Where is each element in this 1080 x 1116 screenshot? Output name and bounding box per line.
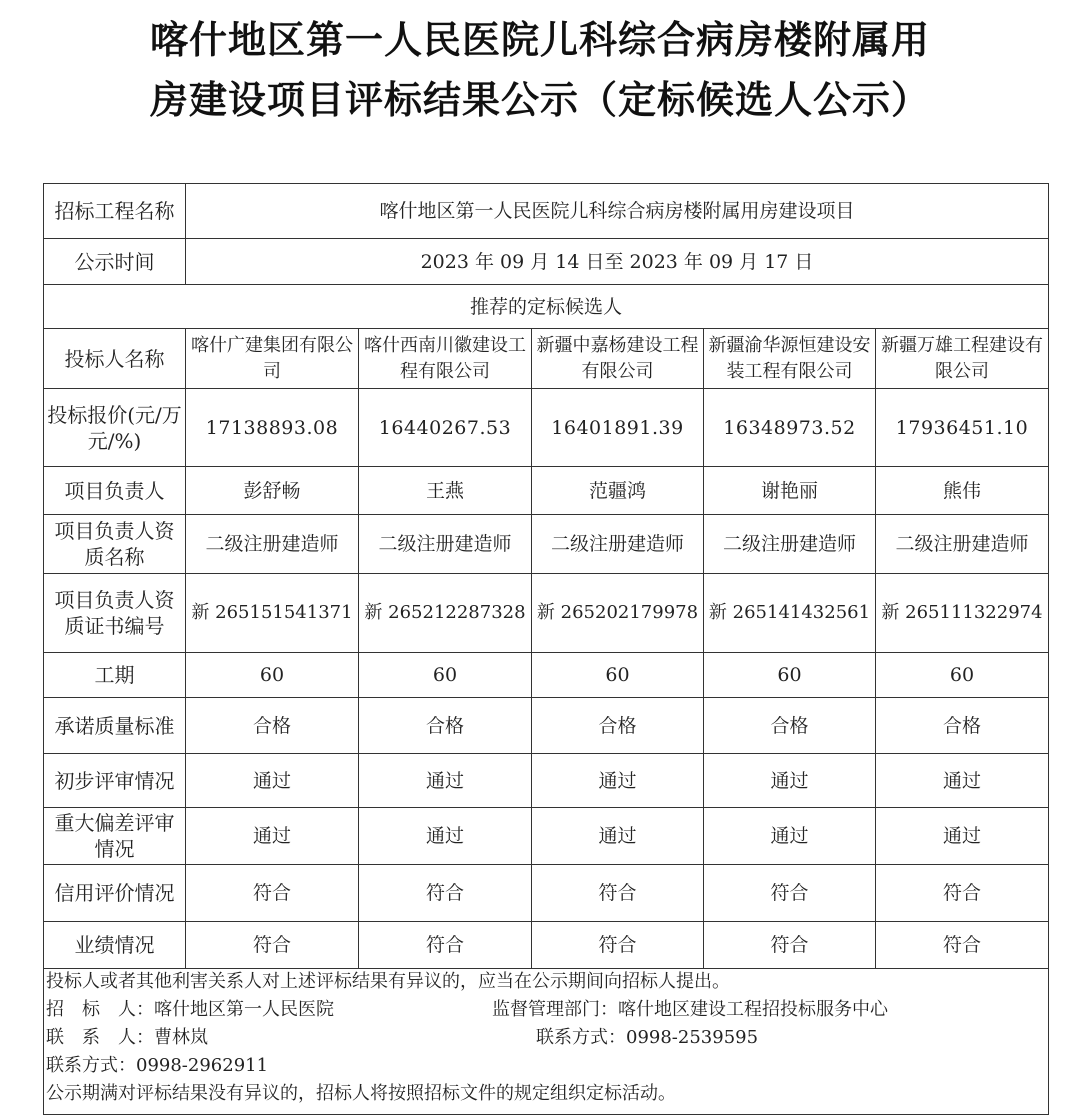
tenderer: 招 标 人：喀什地区第一人民医院	[46, 999, 334, 1020]
row-label-certificate-no: 项目负责人资质证书编号	[44, 574, 186, 653]
cell-bid-price-1: 17138893.08	[186, 389, 359, 467]
cell-performance-1: 符合	[186, 922, 359, 969]
cell-qualification-2: 二级注册建造师	[359, 515, 532, 574]
cell-project-manager-4: 谢艳丽	[704, 467, 876, 515]
cell-bidder-5: 新疆万雄工程建设有限公司	[876, 329, 1049, 389]
objection-note: 投标人或者其他利害关系人对上述评标结果有异议的，应当在公示期间向招标人提出。	[46, 971, 730, 992]
cell-bid-price-5: 17936451.10	[876, 389, 1049, 467]
cell-project-manager-2: 王燕	[359, 467, 532, 515]
publicity-period-row	[44, 239, 1049, 285]
cell-bidder-2: 喀什西南川徽建设工程有限公司	[359, 329, 532, 389]
cell-certificate-no-4: 新 265141432561	[704, 574, 876, 653]
project-name-value: 喀什地区第一人民医院儿科综合病房楼附属用房建设项目	[186, 184, 1049, 239]
cell-deviation-review-1: 通过	[186, 808, 359, 865]
cell-preliminary-review-5: 通过	[876, 754, 1049, 808]
project-name-row	[44, 184, 1049, 239]
title-line-1: 喀什地区第一人民医院儿科综合病房楼附属用	[149, 18, 930, 62]
table-row	[44, 515, 1049, 574]
cell-qualification-4: 二级注册建造师	[704, 515, 876, 574]
row-label-bidder: 投标人名称	[44, 329, 186, 389]
cell-duration-1: 60	[186, 653, 359, 698]
cell-deviation-review-3: 通过	[532, 808, 704, 865]
cell-certificate-no-1: 新 265151541371	[186, 574, 359, 653]
cell-duration-2: 60	[359, 653, 532, 698]
cell-bid-price-3: 16401891.39	[532, 389, 704, 467]
cell-preliminary-review-3: 通过	[532, 754, 704, 808]
cell-credit-evaluation-1: 符合	[186, 865, 359, 922]
cell-certificate-no-5: 新 265111322974	[876, 574, 1049, 653]
tenderer-line	[46, 997, 1046, 1025]
cell-bidder-4: 新疆渝华源恒建设安装工程有限公司	[704, 329, 876, 389]
row-label-performance: 业绩情况	[44, 922, 186, 969]
cell-bidder-1: 喀什广建集团有限公司	[186, 329, 359, 389]
footer-row	[44, 969, 1049, 1115]
supervisor-dept: 监督管理部门：喀什地区建设工程招投标服务中心	[492, 999, 888, 1020]
cell-performance-3: 符合	[532, 922, 704, 969]
closing-note: 公示期满对评标结果没有异议的，招标人将按照招标文件的规定组织定标活动。	[46, 1083, 676, 1104]
cell-certificate-no-2: 新 265212287328	[359, 574, 532, 653]
cell-preliminary-review-4: 通过	[704, 754, 876, 808]
section-header: 推荐的定标候选人	[44, 285, 1049, 329]
cell-certificate-no-3: 新 265202179978	[532, 574, 704, 653]
table-row	[44, 754, 1049, 808]
title-line-2: 房建设项目评标结果公示（定标候选人公示）	[149, 78, 930, 122]
project-name-label: 招标工程名称	[44, 184, 186, 239]
cell-quality-standard-5: 合格	[876, 698, 1049, 754]
cell-deviation-review-2: 通过	[359, 808, 532, 865]
row-label-quality-standard: 承诺质量标准	[44, 698, 186, 754]
cell-project-manager-1: 彭舒畅	[186, 467, 359, 515]
cell-quality-standard-3: 合格	[532, 698, 704, 754]
row-label-preliminary-review: 初步评审情况	[44, 754, 186, 808]
table-row	[44, 467, 1049, 515]
table-row	[44, 698, 1049, 754]
table-row	[44, 808, 1049, 865]
bid-result-table	[43, 183, 1049, 1115]
cell-bid-price-2: 16440267.53	[359, 389, 532, 467]
cell-bid-price-4: 16348973.52	[704, 389, 876, 467]
row-label-bid-price: 投标报价(元/万元/%)	[44, 389, 186, 467]
cell-duration-3: 60	[532, 653, 704, 698]
footer-notes	[44, 969, 1049, 1115]
cell-credit-evaluation-5: 符合	[876, 865, 1049, 922]
table-row	[44, 574, 1049, 653]
cell-quality-standard-2: 合格	[359, 698, 532, 754]
cell-deviation-review-5: 通过	[876, 808, 1049, 865]
page-title	[0, 10, 1080, 130]
cell-quality-standard-1: 合格	[186, 698, 359, 754]
table-row	[44, 865, 1049, 922]
publicity-period-value: 2023 年 09 月 14 日至 2023 年 09 月 17 日	[186, 239, 1049, 285]
cell-performance-4: 符合	[704, 922, 876, 969]
cell-credit-evaluation-3: 符合	[532, 865, 704, 922]
cell-duration-4: 60	[704, 653, 876, 698]
table-row	[44, 329, 1049, 389]
row-label-project-manager: 项目负责人	[44, 467, 186, 515]
cell-performance-5: 符合	[876, 922, 1049, 969]
contact-line	[46, 1025, 1046, 1053]
cell-qualification-5: 二级注册建造师	[876, 515, 1049, 574]
cell-bidder-3: 新疆中嘉杨建设工程有限公司	[532, 329, 704, 389]
contact-phone: 联系方式：0998-2962911	[46, 1055, 269, 1076]
table-row	[44, 922, 1049, 969]
cell-preliminary-review-2: 通过	[359, 754, 532, 808]
cell-qualification-1: 二级注册建造师	[186, 515, 359, 574]
table-row	[44, 653, 1049, 698]
row-label-credit-evaluation: 信用评价情况	[44, 865, 186, 922]
table-row	[44, 389, 1049, 467]
cell-project-manager-5: 熊伟	[876, 467, 1049, 515]
supervisor-phone: 联系方式：0998-2539595	[536, 1027, 759, 1048]
cell-project-manager-3: 范疆鸿	[532, 467, 704, 515]
cell-credit-evaluation-4: 符合	[704, 865, 876, 922]
publicity-period-label: 公示时间	[44, 239, 186, 285]
cell-duration-5: 60	[876, 653, 1049, 698]
contact-person: 联 系 人：曹林岚	[46, 1027, 208, 1048]
cell-preliminary-review-1: 通过	[186, 754, 359, 808]
section-header-row	[44, 285, 1049, 329]
cell-deviation-review-4: 通过	[704, 808, 876, 865]
cell-performance-2: 符合	[359, 922, 532, 969]
row-label-qualification: 项目负责人资质名称	[44, 515, 186, 574]
cell-credit-evaluation-2: 符合	[359, 865, 532, 922]
cell-qualification-3: 二级注册建造师	[532, 515, 704, 574]
row-label-deviation-review: 重大偏差评审情况	[44, 808, 186, 865]
cell-quality-standard-4: 合格	[704, 698, 876, 754]
row-label-duration: 工期	[44, 653, 186, 698]
